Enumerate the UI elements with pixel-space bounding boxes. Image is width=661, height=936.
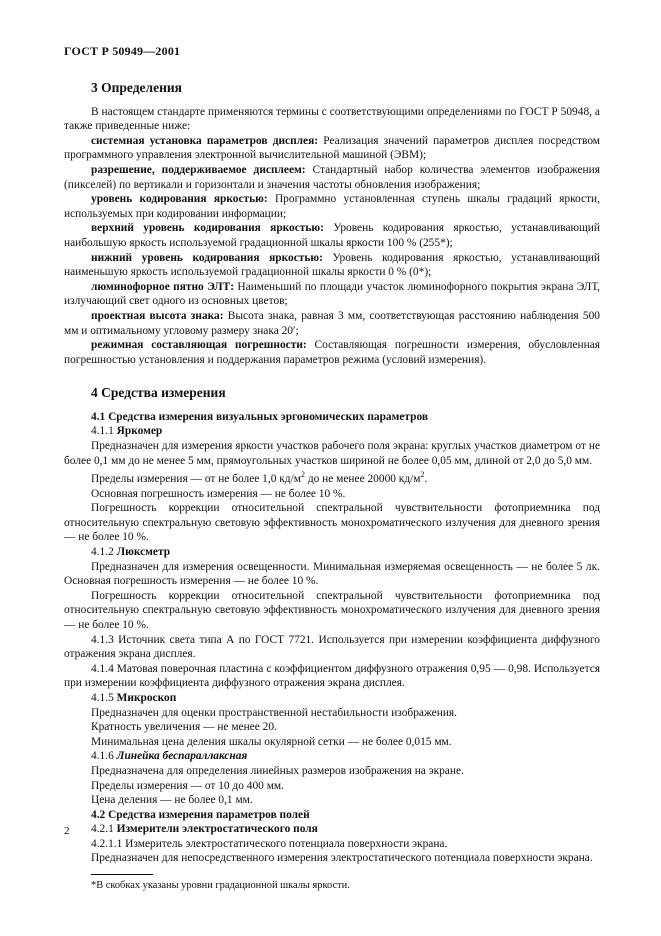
- definition-term: проектная высота знака:: [91, 309, 224, 322]
- subsection-4-1-5-title: 4.1.5 Микроскоп: [91, 691, 177, 704]
- page-number: 2: [64, 825, 70, 837]
- definition-item: [64, 338, 600, 367]
- definition-item: [64, 280, 600, 309]
- section-4-title: 4 Средства измерения: [91, 385, 226, 401]
- footnote: *В скобках указаны уровни градационной шкалы яркости.: [91, 880, 350, 892]
- definition-item: [64, 134, 600, 163]
- footnote-rule: [91, 874, 153, 875]
- paragraph: Предназначен для измерения яркости участков рабочего поля экрана: круглых участков диаметром от не более 0,1 мм до не менее 5 мм, прямоугольных участков шириной не более 0,05 мм, длиной от 2,0 до 5,0 мм.: [64, 440, 600, 467]
- subsection-4-1-title: 4.1 Средства измерения визуальных эргономических параметров: [91, 410, 429, 423]
- paragraph: Погрешность коррекции относительной спектральной чувствительности фотоприемника под относительную спектральную световую эффективность монохроматического излучения для дневного зрения — не более 10 %.: [64, 502, 600, 544]
- definition-text: Высота знака, равная 3 мм, соответствующая расстоянию наблюдения 500 мм и оптимальному угловому размеру знака 20′;: [64, 309, 601, 337]
- paragraph: Пределы измерения — от 10 до 400 мм.: [91, 779, 284, 792]
- definition-term: режимная составляющая погрешности:: [91, 339, 307, 352]
- definition-term: уровень кодирования яркостью:: [91, 193, 268, 206]
- document-header: ГОСТ Р 50949—2001: [64, 44, 181, 58]
- definition-item: [64, 163, 600, 192]
- definition-term: верхний уровень кодирования яркостью:: [91, 222, 324, 235]
- definition-item: [64, 251, 600, 280]
- paragraph: Погрешность коррекции относительной спектральной чувствительности фотоприемника под относительную спектральную световую эффективность монохроматического излучения для дневного зрения — не более 10 %.: [64, 589, 600, 631]
- paragraph: Предназначена для определения линейных размеров изображения на экране.: [91, 764, 464, 777]
- paragraph: Кратность увеличения — не менее 20.: [91, 721, 277, 734]
- subsection-4-1-6-title: 4.1.6 Линейка беспараллаксная: [91, 750, 248, 763]
- paragraph: Предназначен для непосредственного измерения электростатического потенциала поверхности экрана.: [91, 852, 593, 865]
- definition-term: люминофорное пятно ЭЛТ:: [91, 280, 235, 293]
- paragraph: Минимальная цена деления шкалы окулярной сетки — не более 0,015 мм.: [91, 735, 452, 748]
- document-body: [64, 74, 600, 894]
- paragraph: 4.1.4 Матовая поверочная пластина с коэффициентом диффузного отражения 0,95 — 0,98. Используется при измерении коэффициента диффузного отражения экрана дисплея.: [64, 662, 600, 690]
- paragraph: Предназначен для измерения освещенности. Минимальная измеряемая освещенность — не более 5 лк. Основная погрешность измерения — не более 10 %.: [64, 560, 600, 588]
- definition-text: Реализация значений параметров дисплея посредством программного управления электронной вычислительной машиной (ЭВМ);: [64, 134, 600, 162]
- subsection-4-1-1-title: 4.1.1 Яркомер: [91, 425, 163, 438]
- definition-item: [64, 192, 600, 221]
- paragraph: Пределы измерения — от не более 1,0 $кд/м^2$ до не менее 20000 $кд/м^2$.: [91, 470, 428, 486]
- definition-text: Уровень кодирования яркостью, устанавливающий наибольшую яркость используемой градационной шкалы яркости 100 % (255*);: [64, 222, 600, 249]
- subsection-4-2-1-title: 4.2.1 Измерители электростатического поля: [91, 823, 318, 836]
- section-3-intro: В настоящем стандарте применяются термины с соответствующими определениями по ГОСТ Р 50948, а также приведенные ниже:: [64, 105, 600, 133]
- paragraph: Основная погрешность измерения — не более 10 %.: [91, 487, 346, 500]
- paragraph: Цена деления — не более 0,1 мм.: [91, 794, 253, 807]
- definition-term: системная установка параметров дисплея:: [91, 134, 319, 147]
- definition-text: Наименьший по площади участок люминофорного покрытия экрана ЭЛТ, излучающий свет одного из основных цветов;: [64, 280, 600, 308]
- definition-item: [64, 309, 600, 338]
- definition-text: Программно установленная ступень шкалы градаций яркости, используемых при кодировании информации;: [64, 193, 600, 220]
- definition-text: Уровень кодирования яркостью, устанавливающий наименьшую яркость используемой градационной шкалы яркости 0 % (0*);: [64, 251, 600, 279]
- paragraph: 4.2.1.1 Измеритель электростатического потенциала поверхности экрана.: [91, 837, 448, 850]
- definition-term: нижний уровень кодирования яркостью:: [91, 251, 323, 264]
- section-3-title: 3 Определения: [91, 80, 182, 95]
- subsection-4-1-2-title: 4.1.2 Люксметр: [91, 546, 171, 559]
- subsection-4-2-title: 4.2 Средства измерения параметров полей: [91, 808, 310, 821]
- paragraph: 4.1.3 Источник света типа А по ГОСТ 7721. Используется при измерении коэффициента диффузного отражения экрана дисплея.: [64, 633, 600, 661]
- definition-text: Стандартный набор количества элементов изображения (пикселей) по вертикали и горизонтали и значения частоты обновления изображения;: [64, 163, 600, 191]
- definition-text: Составляющая погрешности измерения, обусловленная погрешностью установления и поддержания параметров режима (условий измерения).: [64, 339, 601, 366]
- definition-item: [64, 221, 600, 250]
- definition-term: разрешение, поддерживаемое дисплеем:: [91, 163, 306, 176]
- paragraph: Предназначен для оценки пространственной нестабильности изображения.: [91, 706, 458, 719]
